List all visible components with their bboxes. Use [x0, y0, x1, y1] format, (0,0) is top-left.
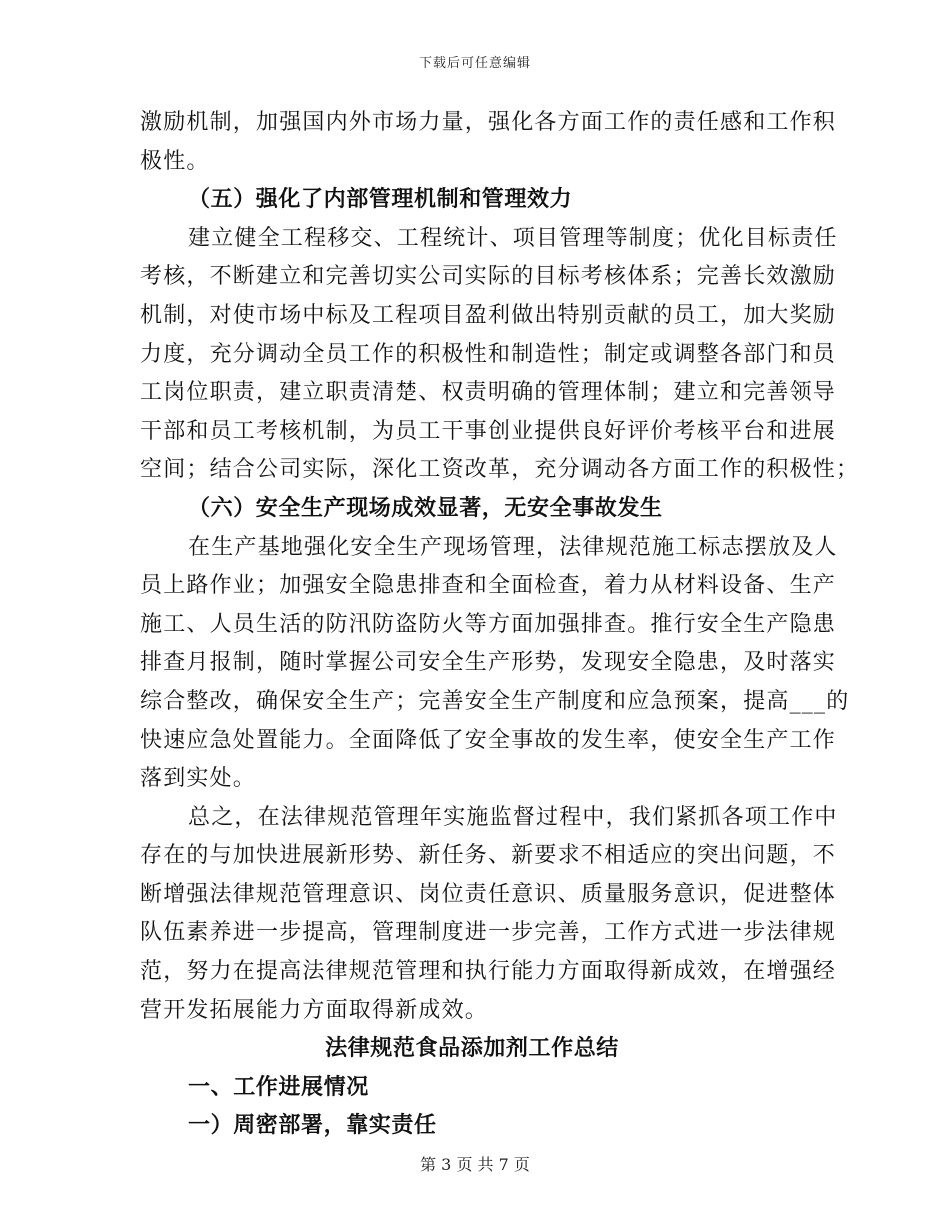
paragraph-line: 干部和员工考核机制，为员工干事创业提供良好评价考核平台和进展 [140, 418, 837, 444]
paragraph-line: 排查月报制，随时掌握公司安全生产形势，发现安全隐患，及时落实 [140, 650, 837, 676]
paragraph-line: 快速应急处置能力。全面降低了安全事故的发生率，使安全生产工作 [140, 727, 837, 753]
paragraph-line: 施工、人员生活的防汛防盗防火等方面加强排查。推行安全生产隐患 [140, 611, 837, 637]
paragraph-line: 总之，在法律规范管理年实施监督过程中，我们紧抓各项工作中 [188, 804, 838, 830]
subsection-heading: 一）周密部署，靠实责任 [188, 1113, 437, 1139]
section-heading: （六）安全生产现场成效显著，无安全事故发生 [188, 495, 663, 521]
paragraph-line: 机制，对使市场中标及工程项目盈利做出特别贡献的员工，加大奖励 [140, 302, 837, 328]
paragraph-line: 范，努力在提高法律规范管理和执行能力方面取得新成效，在增强经 [140, 959, 837, 985]
paragraph-line: 考核，不断建立和完善切实公司实际的目标考核体系；完善长效激励 [140, 264, 837, 290]
page-number: 第 3 页 共 7 页 [420, 1155, 530, 1174]
section-heading: （五）强化了内部管理机制和管理效力 [188, 187, 573, 213]
paragraph-line: 极性。 [140, 148, 210, 174]
document-body [140, 104, 860, 1146]
paragraph-line: 建立健全工程移交、工程统计、项目管理等制度；优化目标责任 [188, 225, 838, 251]
document-title: 法律规范食品添加剂工作总结 [325, 1036, 619, 1062]
paragraph-line: 队伍素养进一步提高，管理制度进一步完善，工作方式进一步法律规 [140, 920, 837, 946]
paragraph-line: 落到实处。 [140, 766, 257, 792]
paragraph-line: 断增强法律规范管理意识、岗位责任意识、质量服务意识，促进整体 [140, 881, 837, 907]
paragraph-line: 空间；结合公司实际，深化工资改革，充分调动各方面工作的积极性； [140, 457, 860, 483]
paragraph-line: 力度，充分调动全员工作的积极性和制造性；制定或调整各部门和员 [140, 341, 837, 367]
paragraph-line: 激励机制，加强国内外市场力量，强化各方面工作的责任感和工作积 [140, 110, 837, 135]
paragraph-line: 工岗位职责，建立职责清楚、权责明确的管理体制；建立和完善领导 [140, 380, 837, 406]
section-heading: 一、工作进展情况 [188, 1074, 369, 1100]
header-note: 下载后可任意编辑 [418, 56, 531, 71]
paragraph-line: 营开发拓展能力方面取得新成效。 [140, 997, 489, 1023]
paragraph-line: 员上路作业；加强安全隐患排查和全面检查，着力从材料设备、生产 [140, 573, 837, 599]
paragraph-line: 存在的与加快进展新形势、新任务、新要求不相适应的突出问题，不 [140, 843, 837, 869]
paragraph-line: 在生产基地强化安全生产现场管理，法律规范施工标志摆放及人 [188, 534, 838, 560]
paragraph-line: 综合整改，确保安全生产；完善安全生产制度和应急预案，提高___的 [140, 688, 850, 714]
